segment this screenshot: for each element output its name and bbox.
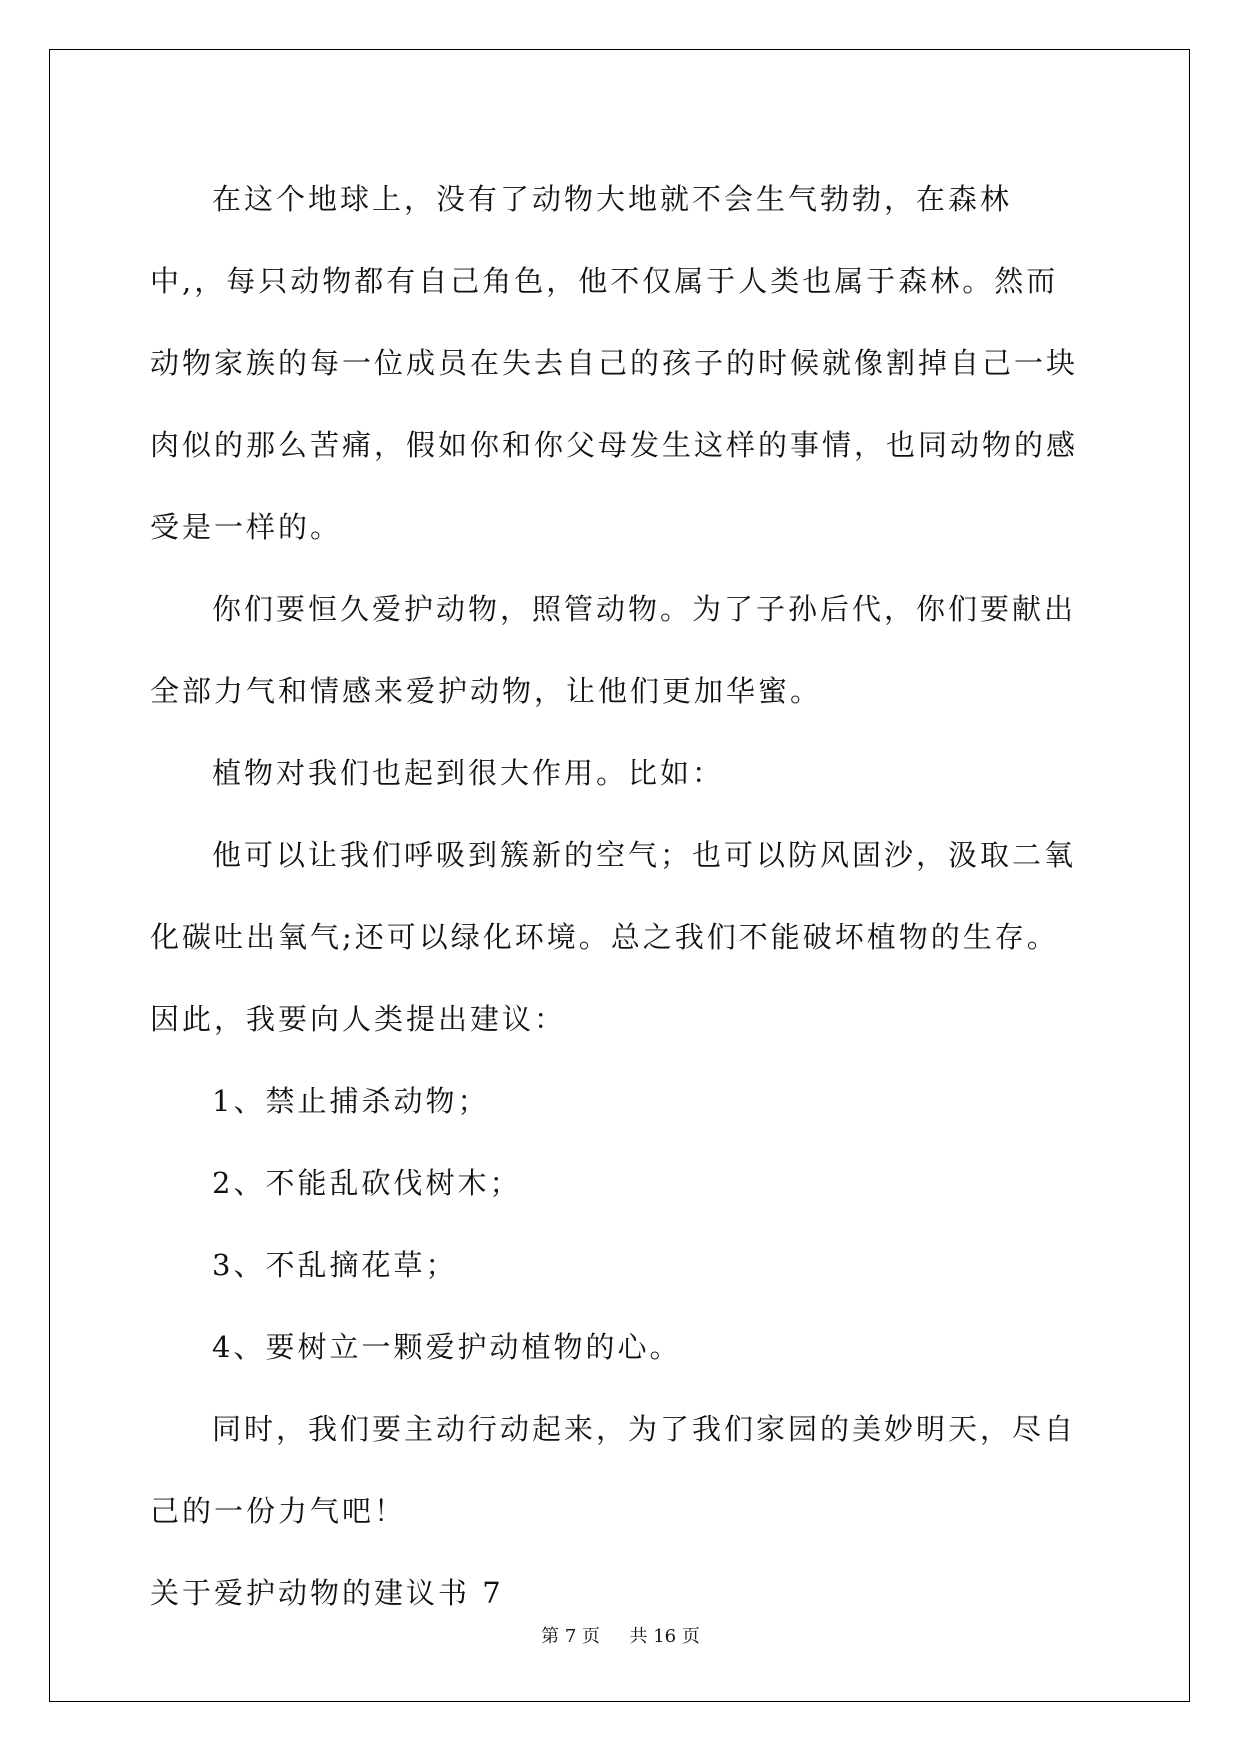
paragraph: 同时，我们要主动行动起来，为了我们家园的美妙明天，尽自己的一份力气吧！ [150, 1412, 1077, 1528]
paragraph: 他可以让我们呼吸到簇新的空气；也可以防风固沙，汲取二氧化碳吐出氧气;还可以绿化环境。总之我们不能破坏植物的生存。 因此，我要向人类提出建议： [150, 838, 1077, 1036]
list-item: 1、禁止捕杀动物； [212, 1084, 490, 1118]
list-item: 4、要树立一颗爱护动植物的心。 [212, 1330, 682, 1364]
paragraph: 你们要恒久爱护动物，照管动物。为了子孙后代，你们要献出全部力气和情感来爱护动物，让他们更加华蜜。 [150, 592, 1077, 708]
document-body [150, 158, 1085, 1634]
paragraph: 植物对我们也起到很大作用。比如： [212, 756, 725, 790]
total-pages: 共 16 页 [629, 1626, 700, 1647]
page-number: 第 7 页 [541, 1626, 601, 1647]
page-footer [0, 1622, 1241, 1648]
paragraph: 在这个地球上，没有了动物大地就不会生气勃勃，在森林中,，每只动物都有自己角色，他不仅属于人类也属于森林。然而动物家族的每一位成员在失去自己的孩子的时候就像割掉自己一块肉似的那么苦痛，假如你和你父母发生这样的事情，也同动物的感受是一样的。 [150, 182, 1079, 544]
section-heading: 关于爱护动物的建议书 7 [150, 1576, 504, 1610]
list-item: 3、不乱摘花草； [212, 1248, 458, 1282]
list-item: 2、不能乱砍伐树木； [212, 1166, 522, 1200]
